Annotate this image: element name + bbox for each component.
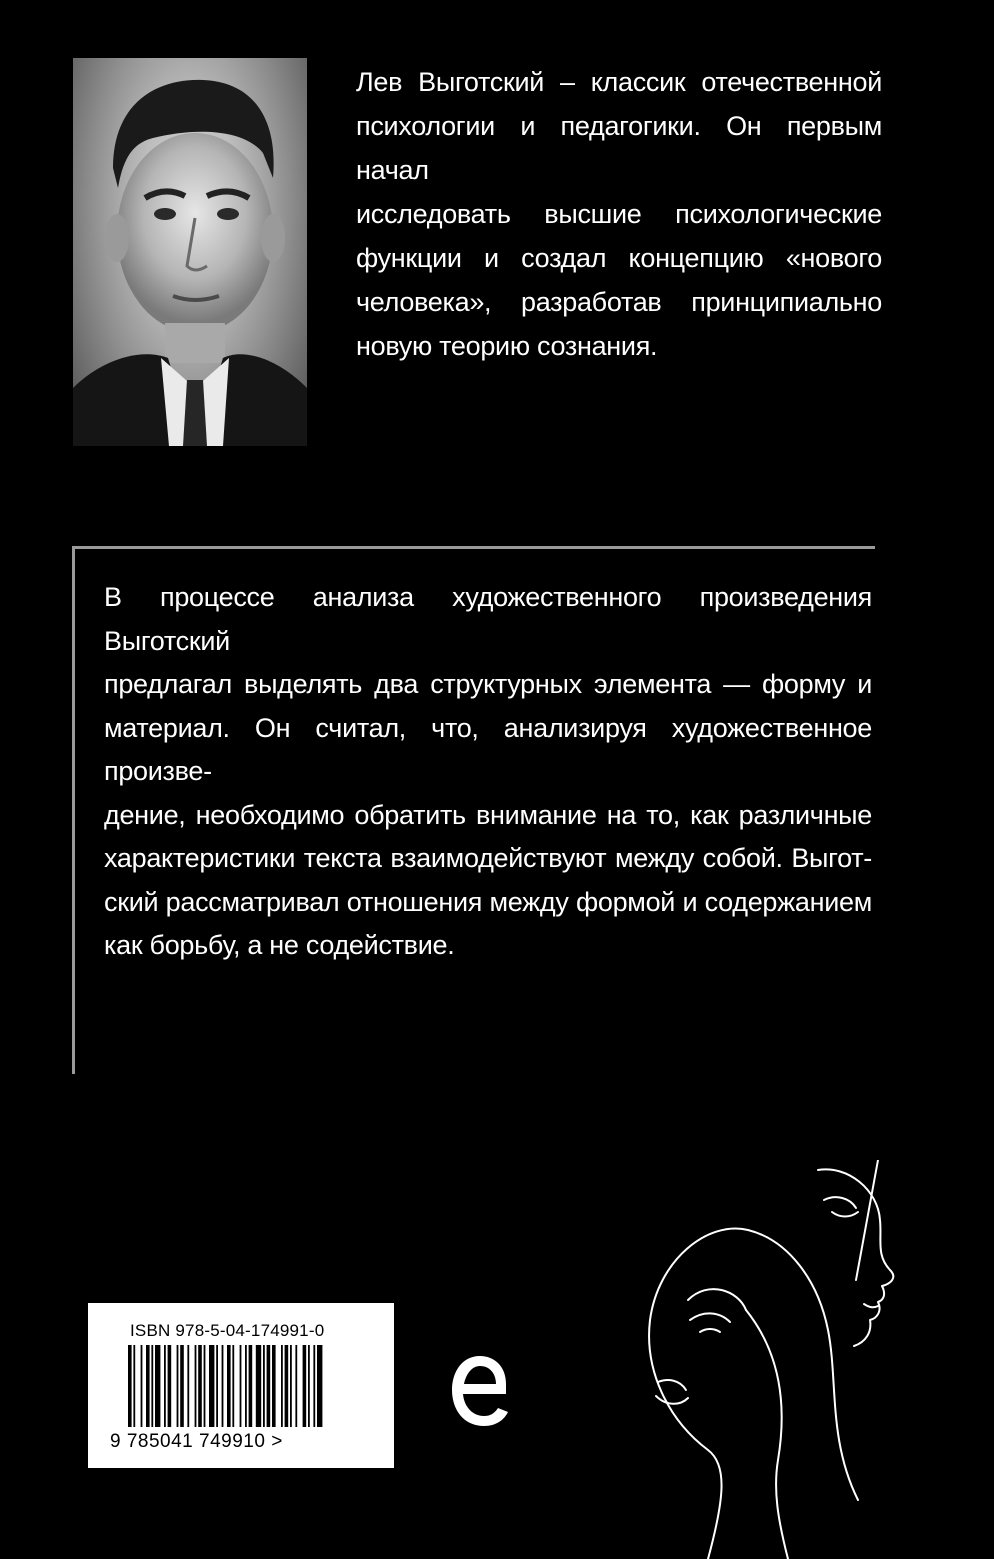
barcode-bar <box>227 1345 231 1427</box>
author-bio <box>356 60 882 368</box>
barcode-bar <box>177 1345 179 1427</box>
description-line: ский рассматривал отношения между формой и содержанием <box>104 886 872 917</box>
barcode-bar <box>216 1345 218 1427</box>
description-line: характеристики текста взаимодействуют между собой. Выгот- <box>104 843 872 873</box>
eksmo-logo-icon <box>444 1338 514 1444</box>
bio-line: Лев Выготский – классик отечественной <box>356 67 882 97</box>
barcode-bar <box>272 1345 276 1427</box>
description-line: материал. Он считал, что, анализируя художественное произве- <box>104 712 872 786</box>
isbn-label: ISBN 978-5-04-174991-0 <box>130 1321 325 1340</box>
barcode-bar <box>290 1345 292 1427</box>
description-line: предлагал выделять два структурных элемента — форму и <box>104 669 872 699</box>
barcode-bar <box>187 1345 189 1427</box>
barcode-block <box>88 1303 394 1468</box>
barcode-bar <box>303 1345 307 1427</box>
barcode-bar <box>168 1345 172 1427</box>
line-art-faces <box>628 1160 928 1559</box>
barcode-bar <box>222 1345 224 1427</box>
barcode-bar <box>180 1345 184 1427</box>
barcode-bar <box>146 1345 150 1427</box>
bio-line: исследовать высшие психологические <box>356 199 882 229</box>
description-line: В процессе анализа художественного произведения Выготский <box>104 582 872 656</box>
portrait-icon <box>73 58 307 446</box>
barcode-bar <box>267 1345 271 1427</box>
bio-line: новую теорию сознания. <box>356 331 658 361</box>
barcode-bar <box>295 1345 297 1427</box>
bio-line: человека», разработав принципиально <box>356 287 882 317</box>
barcode-bar <box>151 1345 153 1427</box>
barcode-bar <box>128 1345 132 1427</box>
barcode-bar <box>141 1345 143 1427</box>
barcode-bar <box>308 1345 310 1427</box>
bio-line: психологии и педагогики. Он первым начал <box>356 111 882 185</box>
bio-line: функции и создал концепцию «нового <box>356 243 882 273</box>
barcode-bar <box>240 1345 242 1427</box>
barcode-bar <box>317 1345 322 1427</box>
description-line: как борьбу, а не содействие. <box>104 930 455 960</box>
barcode-bar <box>313 1345 315 1427</box>
barcode-bar <box>232 1345 234 1427</box>
author-portrait <box>73 58 307 446</box>
barcode-bar <box>249 1345 253 1427</box>
barcode-bar <box>209 1345 214 1427</box>
barcode-bar <box>285 1345 289 1427</box>
ean-digits: 9 785041 749910 > <box>110 1431 283 1452</box>
description-line: дение, необходимо обратить внимание на то, как различные <box>104 799 872 830</box>
barcode-bar <box>245 1345 247 1427</box>
barcode-bar <box>164 1345 166 1427</box>
barcode-bar <box>256 1345 261 1427</box>
barcode-bar <box>155 1345 160 1427</box>
barcode-bar <box>281 1345 283 1427</box>
barcode-bar <box>198 1345 202 1427</box>
barcode-bar <box>133 1345 135 1427</box>
barcode-bar <box>195 1345 197 1427</box>
barcode-bar <box>263 1345 265 1427</box>
barcode-bar <box>204 1345 206 1427</box>
book-description <box>104 576 872 968</box>
